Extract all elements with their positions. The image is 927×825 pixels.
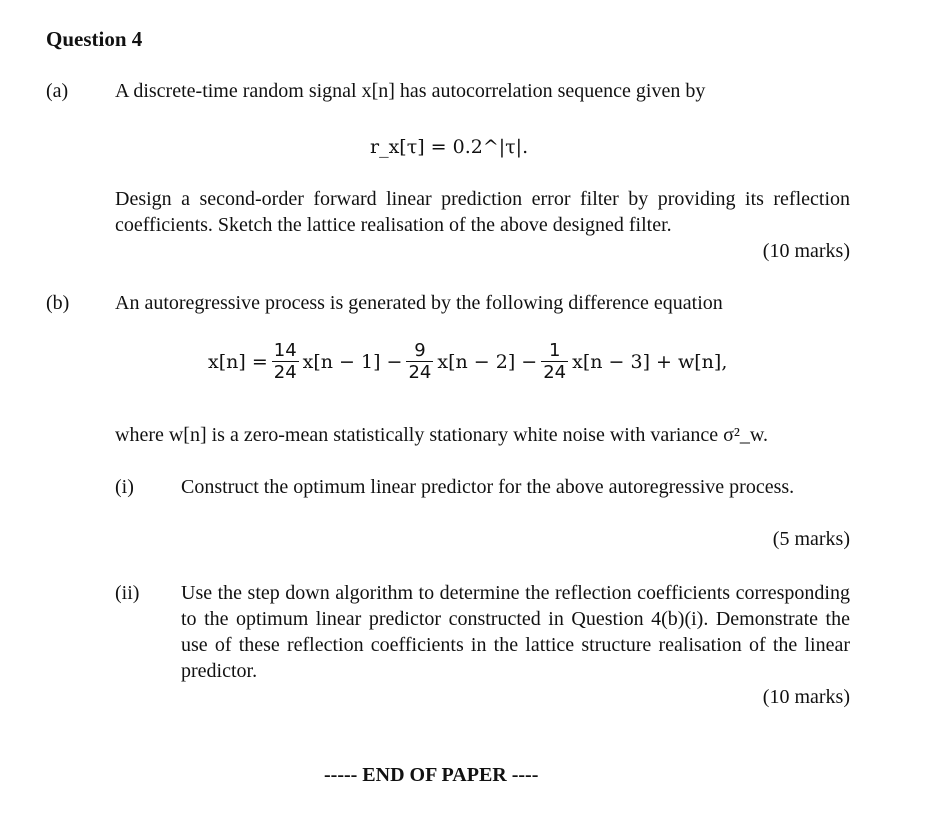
part-a-task: Design a second-order forward linear prediction error filter by providing its reflection coefficients. Sketch the lattice realisation of the above designed filter. <box>115 188 850 236</box>
eq-fraction-3 <box>541 340 568 383</box>
eq-term-2: x[n − 2] − <box>437 350 538 373</box>
eq-fraction-2 <box>406 340 433 383</box>
question-title: Question 4 <box>46 27 143 51</box>
sub-ii-label: (ii) <box>115 582 140 604</box>
eq-term-1: x[n − 1] − <box>302 350 403 373</box>
difference-equation <box>208 340 727 383</box>
sub-i-text: Construct the optimum linear predictor for the above autoregressive process. <box>181 476 795 498</box>
part-b-where: where w[n] is a zero-mean statistically stationary white noise with variance σ²_w. <box>115 424 769 446</box>
eq-term-3: x[n − 3] + w[n], <box>572 350 728 373</box>
end-of-paper: ----- END OF PAPER ---- <box>324 764 539 786</box>
part-a-intro: A discrete-time random signal x[n] has autocorrelation sequence given by <box>115 80 706 102</box>
eq-fraction-1-den: 24 <box>273 362 297 383</box>
eq-fraction-1 <box>272 340 299 383</box>
eq-fraction-2-den: 24 <box>408 362 432 383</box>
sub-i-label: (i) <box>115 476 134 498</box>
sub-i-marks: (5 marks) <box>772 528 850 550</box>
part-a-equation: r_x[τ] = 0.2^|τ|. <box>370 136 529 158</box>
part-a-marks: (10 marks) <box>762 240 850 262</box>
eq-fraction-3-num: 1 <box>541 340 568 362</box>
part-b-intro: An autoregressive process is generated by the following difference equation <box>115 292 723 314</box>
eq-fraction-2-num: 9 <box>406 340 433 362</box>
part-a-label: (a) <box>46 80 69 102</box>
eq-fraction-3-den: 24 <box>543 362 567 383</box>
part-b-label: (b) <box>46 292 70 314</box>
eq-lhs: x[n] = <box>208 350 268 373</box>
sub-ii-text: Use the step down algorithm to determine the reflection coefficients corresponding to the optimum linear predictor constructed in Question 4(b)(i). Demonstrate the use of these reflection coefficients in the lattice structure realisation of the linear predictor. <box>181 582 850 682</box>
sub-ii-marks: (10 marks) <box>762 686 850 708</box>
eq-fraction-1-num: 14 <box>273 340 297 361</box>
